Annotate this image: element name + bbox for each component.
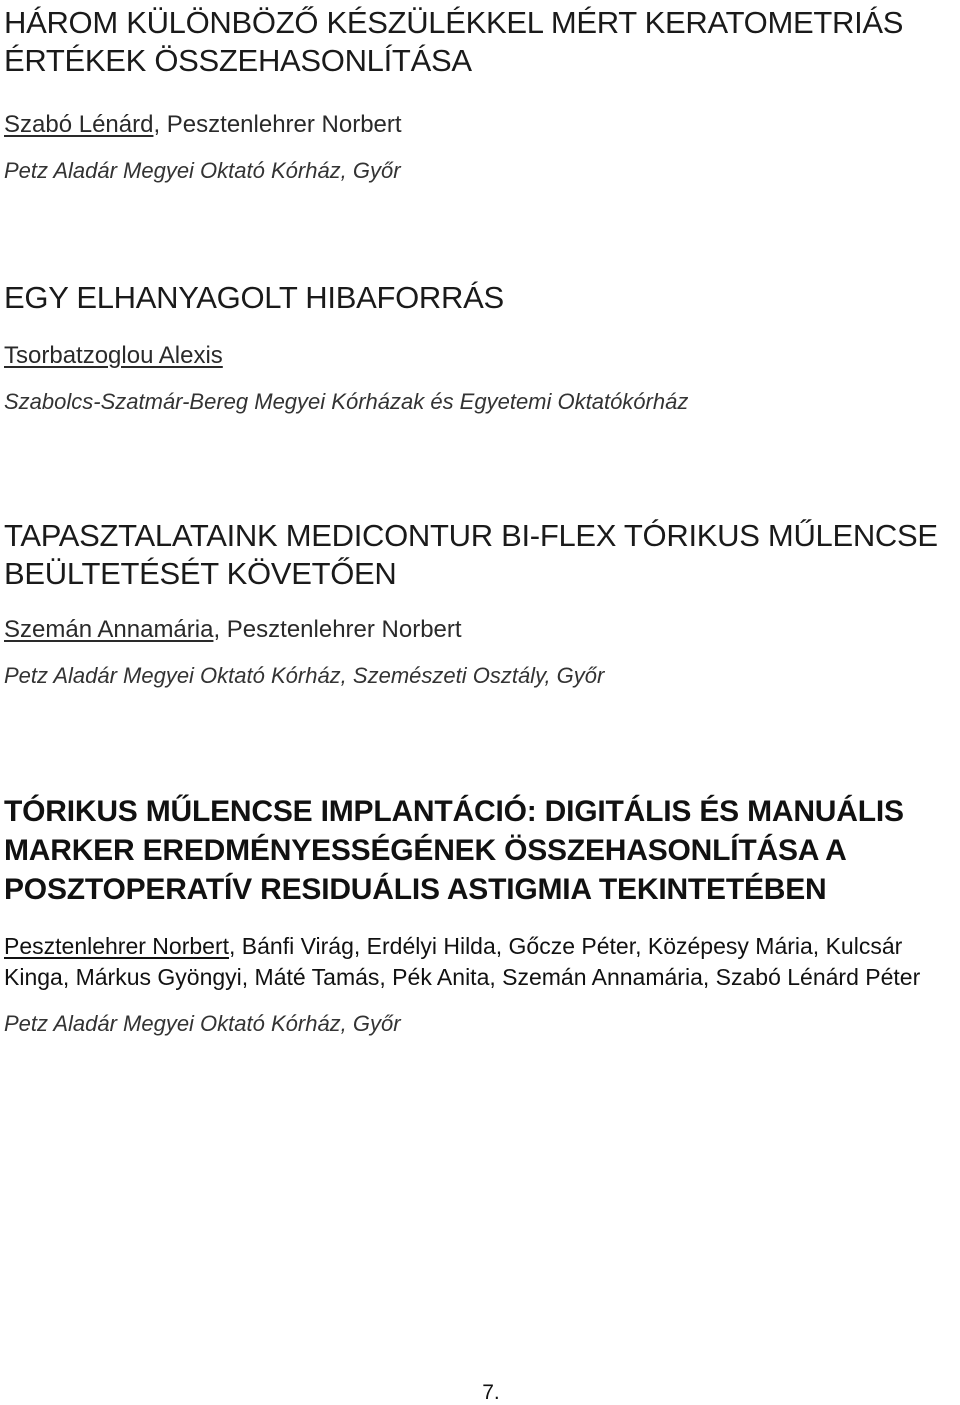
author-list [4, 931, 954, 993]
affiliation: Szabolcs-Szatmár-Bereg Megyei Kórházak és Egyetemi Oktatókórház [4, 389, 689, 414]
co-authors: , Pesztenlehrer Norbert [153, 111, 402, 138]
presenting-author: Tsorbatzoglou Alexis [4, 342, 223, 369]
abstract-4 [4, 792, 954, 1038]
affiliation: Petz Aladár Megyei Oktató Kórház, Szemészeti Osztály, Győr [4, 663, 605, 688]
presenting-author: Pesztenlehrer Norbert [4, 933, 229, 959]
abstract-1 [4, 4, 954, 185]
presenting-author: Szabó Lénárd [4, 111, 154, 138]
abstract-title: EGY ELHANYAGOLT HIBAFORRÁS [4, 280, 504, 315]
author-list [4, 340, 954, 371]
affiliation: Petz Aladár Megyei Oktató Kórház, Győr [4, 1011, 401, 1036]
presenting-author: Szemán Annamária [4, 616, 214, 643]
co-authors: , Pesztenlehrer Norbert [213, 616, 462, 643]
co-authors: , Bánfi Virág, Erdélyi Hilda, Gőcze Péter, Középesy Mária, Kulcsár Kinga, Márkus Gyöngyi, Máté Tamás, Pék Anita, Szemán Annamária, Szabó Lénárd Péter [4, 933, 921, 990]
abstract-title: TÓRIKUS MŰLENCSE IMPLANTÁCIÓ: DIGITÁLIS ÉS MANUÁLIS MARKER EREDMÉNYESSÉGÉNEK ÖSSZEHASONLÍTÁSA A POSZTOPERATÍV RESIDUÁLIS ASTIGMIA TEKINTETÉBEN [4, 795, 904, 906]
author-list [4, 109, 954, 140]
page-number: 7. [482, 1381, 500, 1404]
affiliation: Petz Aladár Megyei Oktató Kórház, Győr [4, 158, 401, 183]
abstract-3 [4, 517, 954, 690]
abstract-title: HÁROM KÜLÖNBÖZŐ KÉSZÜLÉKKEL MÉRT KERATOMETRIÁS ÉRTÉKEK ÖSSZEHASONLÍTÁSA [4, 5, 904, 78]
author-list [4, 614, 954, 645]
abstract-2 [4, 279, 954, 416]
abstract-title: TAPASZTALATAINK MEDICONTUR BI-FLEX TÓRIKUS MŰLENCSE BEÜLTETÉSÉT KÖVETŐEN [4, 518, 938, 591]
